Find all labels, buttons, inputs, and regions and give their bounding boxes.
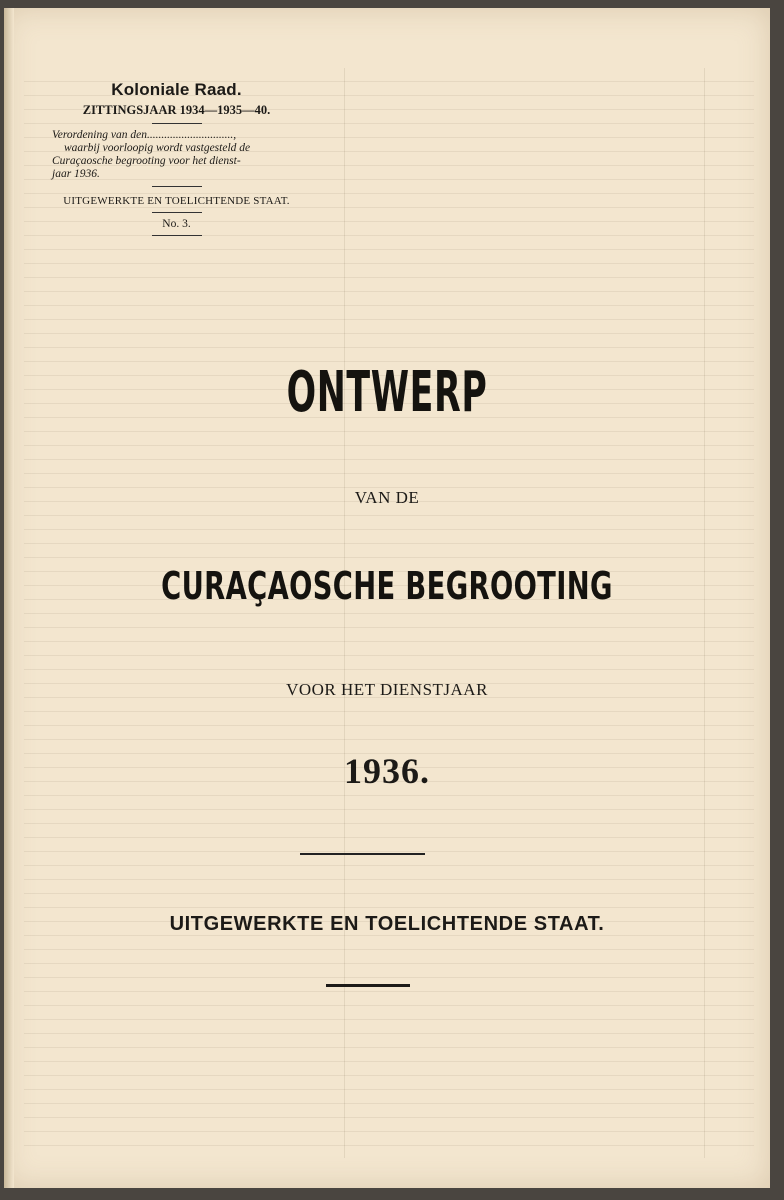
ordinance-line: Curaçaosche begrooting voor het dienst- <box>52 155 241 167</box>
ordinance-line: jaar 1936. <box>52 168 100 180</box>
session-year: ZITTINGSJAAR 1934—1935—40. <box>82 103 271 117</box>
document-number: No. 3. <box>162 218 191 230</box>
ordinance-line: Verordening van den.............................., <box>52 129 237 141</box>
divider <box>152 186 202 187</box>
bleed-through-column <box>344 68 345 1158</box>
page-spine-shadow <box>4 8 14 1188</box>
statement-label-small: UITGEWERKTE EN TOELICHTENDE STAAT. <box>63 195 290 207</box>
divider <box>152 235 202 236</box>
statement-title: UITGEWERKTE EN TOELICHTENDE STAAT. <box>169 913 605 935</box>
divider <box>152 123 202 124</box>
title-connector: VAN DE <box>354 488 420 507</box>
service-year-label: VOOR HET DIENSTJAAR <box>286 680 488 699</box>
document-title: ONTWERP <box>286 360 488 425</box>
ordinance-line: waarbij voorloopig wordt vastgesteld de <box>64 142 251 154</box>
divider <box>300 853 425 855</box>
divider <box>152 212 202 213</box>
budget-title: CURAÇAOSCHE BEGROOTING <box>161 564 613 608</box>
divider <box>326 984 410 987</box>
bleed-through-column <box>704 68 705 1158</box>
budget-year: 1936. <box>344 751 430 791</box>
header-block <box>44 80 309 241</box>
document-page <box>4 8 770 1188</box>
ordinance-text <box>44 129 309 181</box>
council-name: Koloniale Raad. <box>111 80 242 99</box>
